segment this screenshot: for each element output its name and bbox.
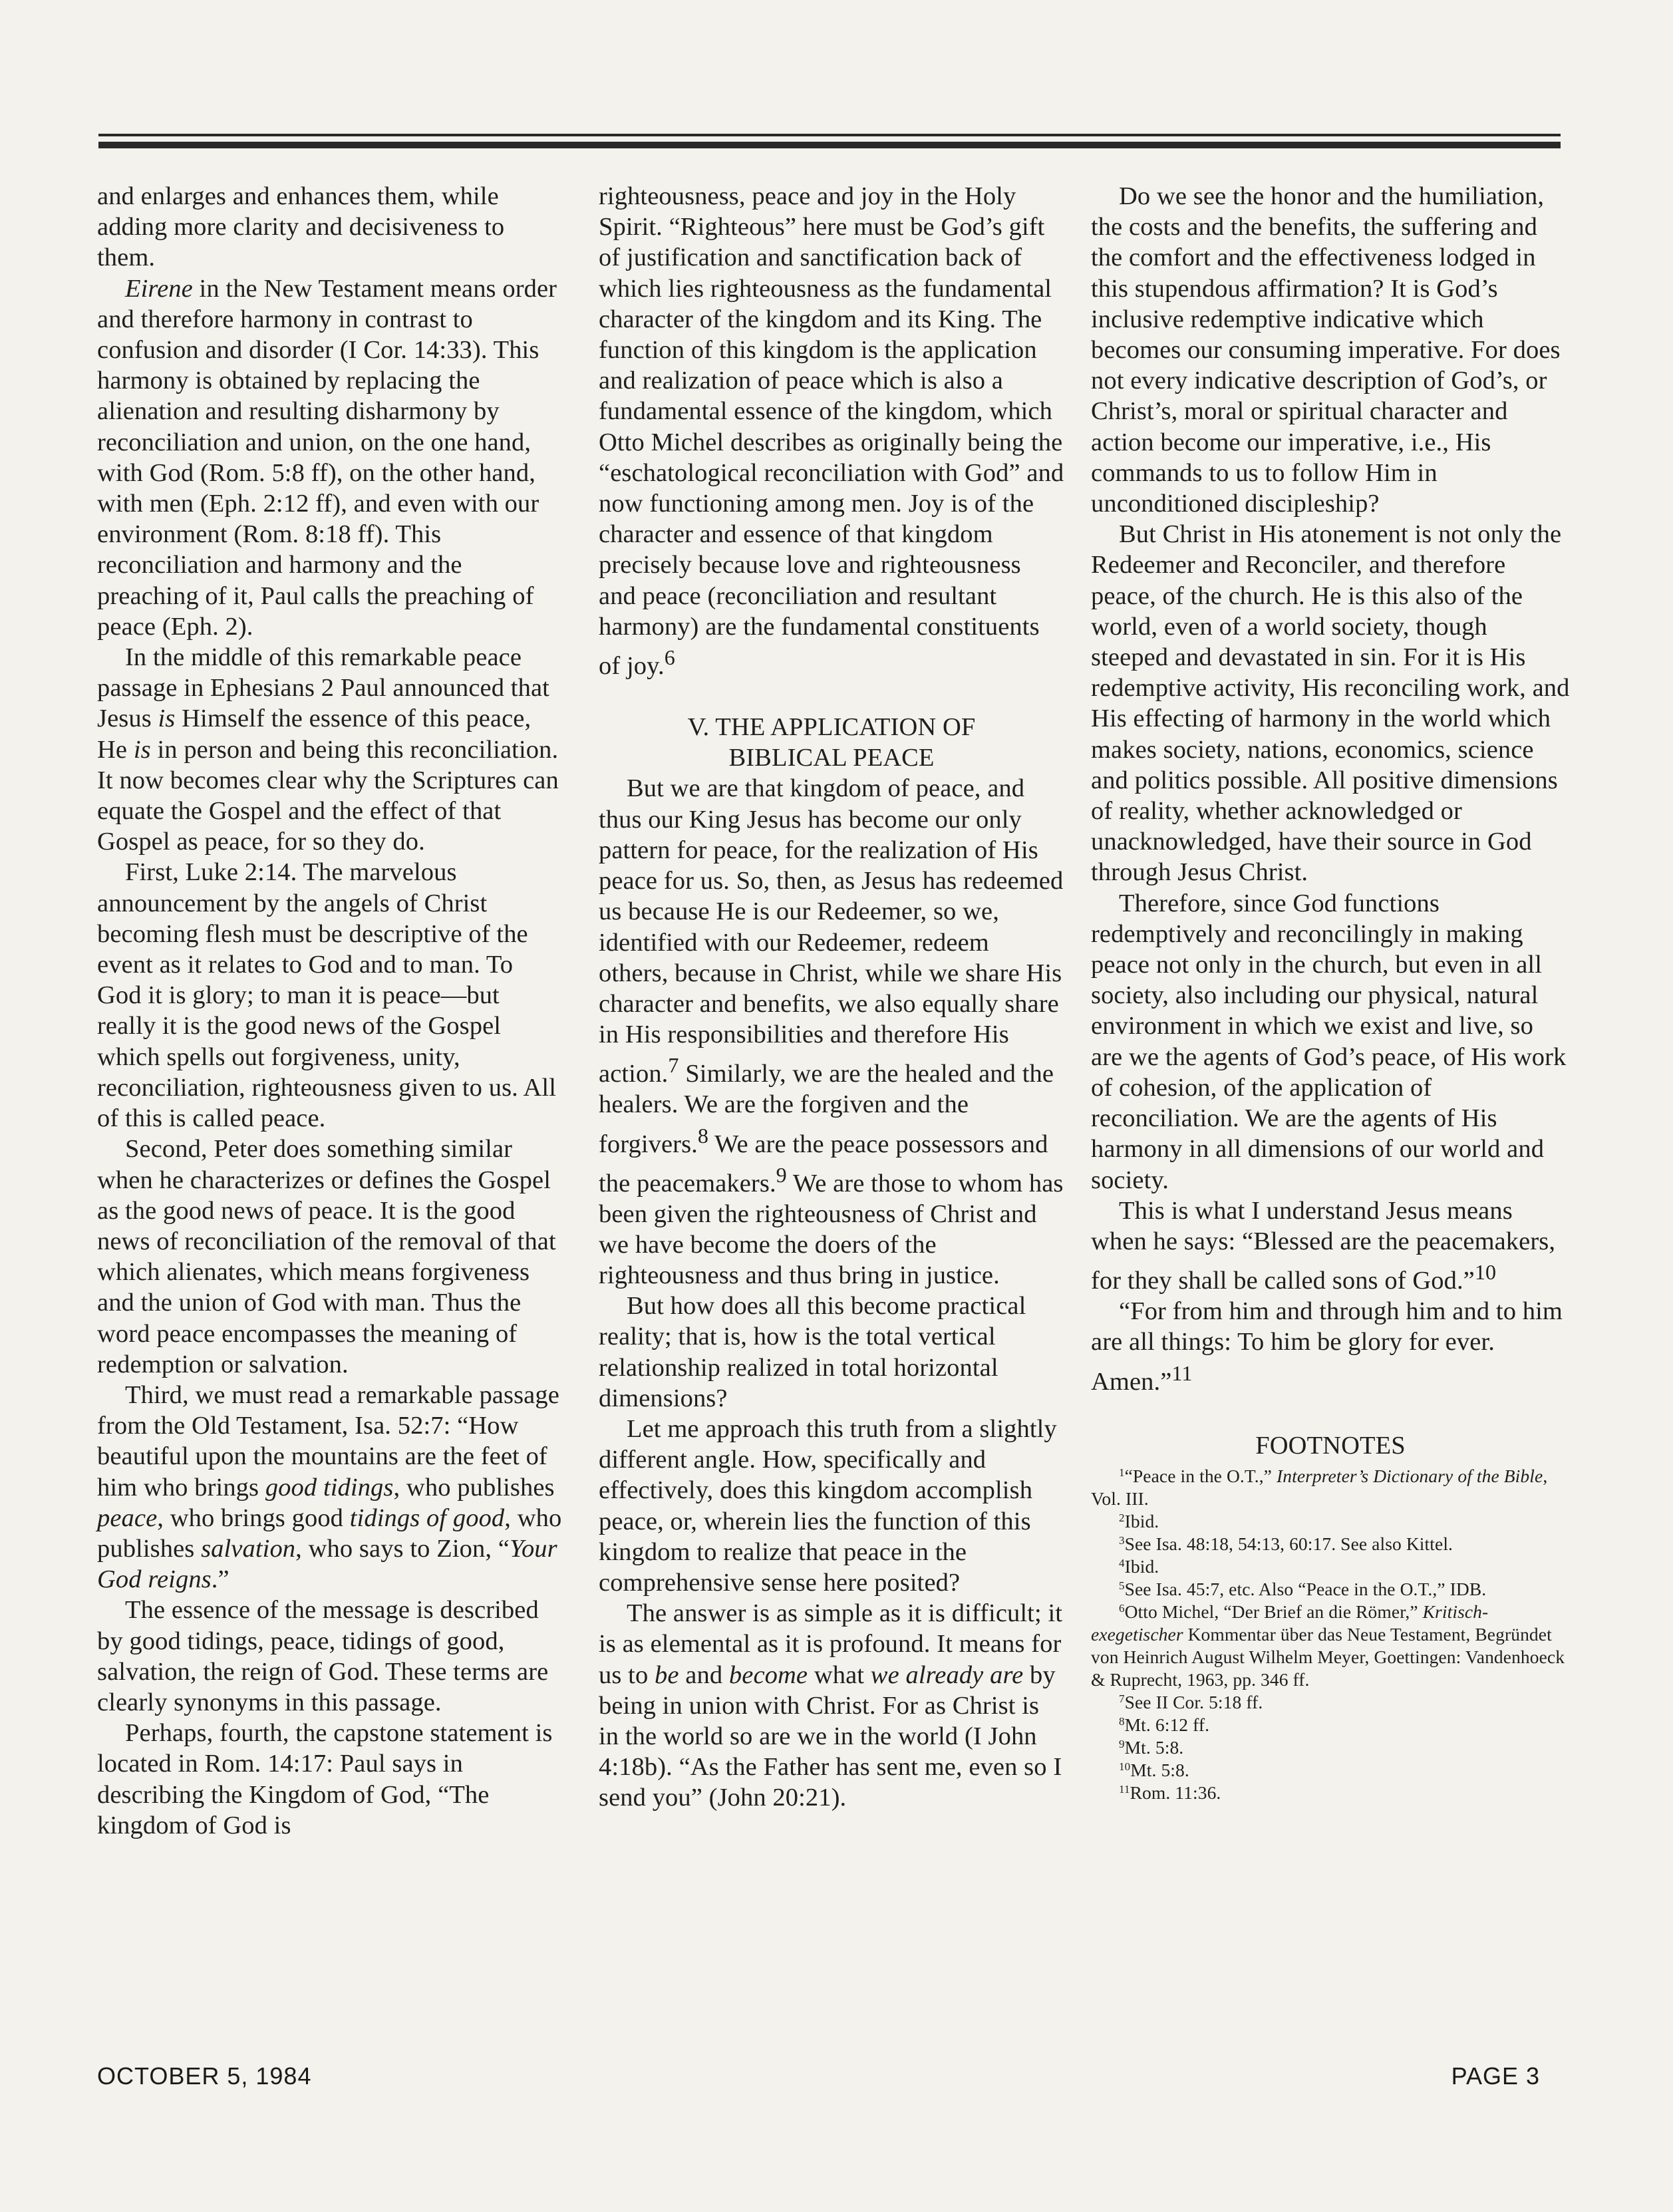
footnote-number: 3: [1119, 1533, 1125, 1547]
paragraph: First, Luke 2:14. The marvelous announcement by the angels of Christ becoming flesh must be descriptive of the event as it relates to God and to man. To God it is glory; to man it is peace—but really it is the good news of the Gospel which spells out forgiveness, unity, reconciliation, righteousness given to us. All of this is called peace.: [97, 858, 557, 1133]
footnote-number: 7: [1119, 1692, 1125, 1705]
text: Rom. 11:36.: [1130, 1782, 1221, 1803]
footnote: [1091, 1465, 1570, 1510]
footnote-number: 4: [1119, 1556, 1125, 1569]
column-3: [1091, 181, 1570, 1804]
footnote: [1091, 1578, 1570, 1601]
text: Otto Michel, “Der Brief an die Römer,”: [1124, 1601, 1423, 1622]
paragraph: Second, Peter does something similar when he characterizes or defines the Gospel as the good news of peace. It is the good news of reconciliation of the removal of that which alienates, which means forgiveness and the union of God with man. Thus the word peace encompasses the meaning of redemption or salvation.: [97, 1135, 556, 1378]
paragraph: [97, 1380, 563, 1595]
text: , who publishes: [393, 1473, 555, 1501]
footnote: [1091, 1601, 1570, 1691]
text: Third, we must read a remarkable passage from the Old Testament, Isa. 52:7: “How beautiful upon the mountains are the feet of him who brings: [97, 1380, 559, 1501]
footnote: [1091, 1510, 1570, 1533]
footnote-ref: 7: [668, 1053, 679, 1078]
text: .”: [211, 1565, 229, 1594]
text: in the New Testament means order and therefore harmony in contrast to confusion and disorder (I Cor. 14:33). This harmony is obtained by replacing the alienation and resulting disharmony by reconciliation and union, on the one hand, with God (Rom. 5:8 ff), on the other hand, with men (Eph. 2:12 ff), and even with our environment (Rom. 8:18 ff). This reconciliation and harmony and the preaching of it, Paul calls the preaching of peace (Eph. 2).: [97, 274, 557, 641]
footnote: [1091, 1759, 1570, 1782]
header-rule-thin: [98, 134, 1561, 136]
text: righteousness, peace and joy in the Holy Spirit. “Righteous” here must be God’s gift of justification and sanctification back of which lies righteousness as the fundamental character of the kingdom and its King. The function of this kingdom is the application and realization of peace which is also a fundamental essence of the kingdom, which Otto Michel describes as originally being the “eschatological reconciliation with God” and now functioning among men. Joy is of the character and essence of that kingdom precisely because love and righteousness and peace (reconciliation and resultant harmony) are the fundamental constituents of joy.: [599, 182, 1064, 680]
text: Mt. 5:8.: [1130, 1759, 1189, 1780]
emphasis: become: [728, 1660, 808, 1689]
text: , Vol. III.: [1091, 1465, 1548, 1509]
emphasis: is: [133, 735, 151, 764]
text: But we are that kingdom of peace, and thus our King Jesus has become our only pattern for peace, for the realization of His peace for us. So, then, as Jesus has redeemed us because He is our Redeemer, so we, identified with our Redeemer, redeem others, because in Christ, while we share His character and benefits, we also equally share in His responsibilities and therefore His action.: [599, 774, 1064, 1088]
emphasis: Kritisch-exegetischer: [1091, 1601, 1489, 1645]
heading-line: BIBLICAL PEACE: [728, 744, 935, 772]
text: We are the peace possessors and the peacemakers.: [599, 1130, 1048, 1197]
footnote-number: 1: [1119, 1466, 1125, 1479]
footnote-number: 6: [1119, 1601, 1125, 1615]
text: Mt. 5:8.: [1124, 1736, 1184, 1758]
footnote-ref: 6: [664, 645, 675, 670]
emphasis: Eirene: [125, 274, 193, 303]
paragraph: [97, 642, 563, 857]
text: In the middle of this remarkable peace passage in Ephesians 2 Paul announced that Jesus: [97, 643, 549, 733]
paragraph: Let me approach this truth from a slightly different angle. How, specifically and effectively, does this kingdom accomplish peace, or, wherein lies the function of this kingdom to realize that peace in the comprehensive sense here posited?: [599, 1415, 1057, 1597]
paragraph: [599, 181, 1064, 681]
emphasis: salvation: [201, 1534, 296, 1563]
paragraph: Therefore, since God functions redemptively and reconcilingly in making peace not only in the church, but even in all society, also including our physical, natural environment in which we exist and live, so are we the agents of God’s peace, of His work of cohesion, of the application of reconciliation. We are the agents of His harmony in all dimensions of our world and society.: [1091, 889, 1567, 1194]
emphasis: good tidings: [265, 1473, 394, 1501]
footnote-ref: 9: [776, 1162, 787, 1187]
paragraph: Perhaps, fourth, the capstone statement is located in Rom. 14:17: Paul says in describing the Kingdom of God, “The kingdom of God is: [97, 1719, 553, 1839]
paragraph: and enlarges and enhances them, while adding more clarity and decisiveness to them.: [97, 182, 505, 272]
footnote-number: 10: [1119, 1760, 1131, 1773]
footnote-number: 11: [1119, 1782, 1130, 1796]
text: what: [808, 1660, 871, 1689]
text: Ibid.: [1124, 1510, 1159, 1531]
footnote: [1091, 1736, 1570, 1759]
footer-page-number: PAGE 3: [1451, 2062, 1540, 2090]
text: See II Cor. 5:18 ff.: [1124, 1691, 1263, 1712]
header-rule-thick: [98, 142, 1561, 148]
footnote: [1091, 1533, 1570, 1555]
text: Similarly, we are the healed and the healers. We are the forgiven and the forgivers.: [599, 1060, 1054, 1158]
footnote-number: 9: [1119, 1737, 1125, 1750]
text: , who says to Zion, “: [295, 1534, 510, 1563]
text: Mt. 6:12 ff.: [1124, 1714, 1210, 1735]
emphasis: we already are: [870, 1660, 1024, 1689]
paragraph: [1091, 1195, 1570, 1296]
text: We are those to whom has been given the righteousness of Christ and we have become the doers of the righteousness and thus bring in justice.: [599, 1169, 1064, 1290]
footnote: [1091, 1691, 1570, 1714]
paragraph: Do we see the honor and the humiliation, the costs and the benefits, the suffering and the comfort and the effectiveness lodged in this stupendous affirmation? It is God’s inclusive redemptive indicative which becomes our consuming imperative. For does not every indicative description of God’s, or Christ’s, moral or spiritual character and action become our imperative, i.e., His commands to us to follow Him in unconditioned discipleship?: [1091, 182, 1561, 518]
paragraph: But Christ in His atonement is not only the Redeemer and Reconciler, and therefore peace, of the church. He is this also of the world, even of a world society, though steeped and devastated in sin. For it is His redemptive activity, His reconciling work, and His effecting of harmony in the world which makes society, nations, economics, science and politics possible. All positive dimensions of reality, whether acknowledged or unacknowledged, have their source in God through Jesus Christ.: [1091, 520, 1570, 887]
heading-line: V. THE APPLICATION OF: [687, 713, 976, 742]
footnotes-list: [1091, 1465, 1570, 1804]
footnote-number: 5: [1119, 1579, 1125, 1592]
emphasis: Interpreter’s Dictionary of the Bible: [1276, 1465, 1543, 1486]
paragraph: But how does all this become practical reality; that is, how is the total vertical relationship realized in total horizontal dimensions?: [599, 1292, 1026, 1412]
text: Ibid.: [1124, 1555, 1159, 1577]
text: in person and being this reconciliation. It now becomes clear why the Scriptures can equate the Gospel and the effect of that Gospel as peace, for so they do.: [97, 735, 559, 856]
footer-date: OCTOBER 5, 1984: [97, 2062, 312, 2090]
footnote-ref: 8: [697, 1123, 709, 1148]
column-2: [599, 181, 1064, 1814]
paragraph: [599, 773, 1064, 1291]
paragraph: [97, 273, 563, 642]
emphasis: is: [158, 705, 176, 733]
text: Himself the essence of this peace, He: [97, 705, 532, 764]
text: , who publishes: [97, 1503, 562, 1563]
paragraph: [599, 1598, 1064, 1813]
paragraph: The essence of the message is described by good tidings, peace, tidings of good, salvation, the reign of God. These terms are clearly synonyms in this passage.: [97, 1596, 549, 1716]
footnote-ref: 11: [1171, 1360, 1193, 1385]
emphasis: be: [655, 1660, 679, 1689]
footnote: [1091, 1714, 1570, 1736]
footnote: [1091, 1782, 1570, 1804]
text: “Peace in the O.T.,”: [1124, 1465, 1277, 1486]
text: Kommentar über das Neue Testament, Begründet von Heinrich August Wilhelm Meyer, Goettingen: Vandenhoeck & Ruprecht, 1963, pp. 346 ff.: [1091, 1623, 1565, 1690]
section-heading: [599, 712, 1064, 773]
text: and: [679, 1660, 729, 1689]
emphasis: Your God reigns: [97, 1534, 557, 1594]
footnote: [1091, 1555, 1570, 1578]
emphasis: tidings of good: [349, 1503, 505, 1532]
emphasis: peace: [97, 1503, 158, 1532]
footnote-number: 8: [1119, 1714, 1125, 1728]
footnote-ref: 10: [1474, 1260, 1497, 1285]
column-1: [97, 181, 563, 1841]
footnotes-heading: FOOTNOTES: [1255, 1431, 1406, 1460]
text: The answer is as simple as it is difficult; it is as elemental as it is profound. It means for us to: [599, 1599, 1063, 1689]
text: See Isa. 48:18, 54:13, 60:17. See also Kittel.: [1124, 1533, 1453, 1554]
paragraph: [1091, 1296, 1570, 1396]
footnote-number: 2: [1119, 1511, 1125, 1524]
text: by being in union with Christ. For as Christ is in the world so are we in the world (I John 4:18b). “As the Father has sent me, even so I send you” (John 20:21).: [599, 1660, 1062, 1812]
text: This is what I understand Jesus means when he says: “Blessed are the peacemakers, for they shall be called sons of God.”: [1091, 1196, 1556, 1295]
text: “For from him and through him and to him are all things: To him be glory for ever. Amen.”: [1091, 1297, 1563, 1396]
text: See Isa. 45:7, etc. Also “Peace in the O.T.,” IDB.: [1124, 1578, 1487, 1599]
text: , who brings good: [157, 1503, 350, 1532]
